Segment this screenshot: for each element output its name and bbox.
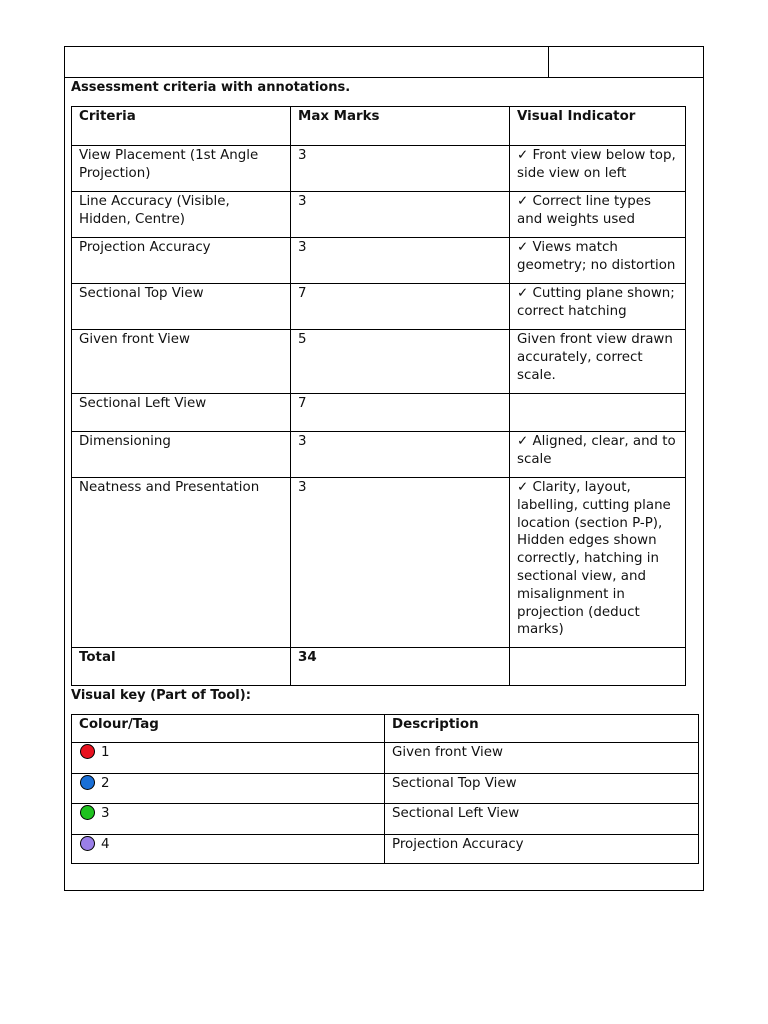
marks-cell: 5 xyxy=(291,330,510,394)
total-label: Total xyxy=(72,648,291,686)
blue-circle-icon xyxy=(80,775,95,790)
tag-cell xyxy=(72,835,385,864)
description-cell: Sectional Left View xyxy=(385,804,699,835)
total-indicator xyxy=(510,648,686,686)
tag-cell xyxy=(72,804,385,835)
table-row xyxy=(72,432,686,478)
marks-cell: 3 xyxy=(291,238,510,284)
header-cell-left xyxy=(65,47,549,77)
description-cell: Sectional Top View xyxy=(385,774,699,804)
green-circle-icon xyxy=(80,805,95,820)
indicator-cell: ✓ Front view below top, side view on left xyxy=(510,146,686,192)
criteria-header: Criteria xyxy=(72,107,291,146)
description-header: Description xyxy=(385,715,699,743)
document-frame xyxy=(64,46,704,891)
table-row xyxy=(72,146,686,192)
criteria-cell: Given front View xyxy=(72,330,291,394)
criteria-cell: Neatness and Presentation xyxy=(72,478,291,648)
criteria-table xyxy=(71,106,686,686)
purple-circle-icon xyxy=(80,836,95,851)
max-marks-header: Max Marks xyxy=(291,107,510,146)
criteria-cell: Sectional Left View xyxy=(72,394,291,432)
red-circle-icon xyxy=(80,744,95,759)
colour-tag-header: Colour/Tag xyxy=(72,715,385,743)
header-row xyxy=(65,47,703,78)
table-row xyxy=(72,238,686,284)
total-marks: 34 xyxy=(291,648,510,686)
table-row xyxy=(72,284,686,330)
criteria-cell: Dimensioning xyxy=(72,432,291,478)
criteria-cell: Line Accuracy (Visible, Hidden, Centre) xyxy=(72,192,291,238)
marks-cell: 3 xyxy=(291,192,510,238)
criteria-cell: View Placement (1st Angle Projection) xyxy=(72,146,291,192)
tag-cell xyxy=(72,774,385,804)
criteria-cell: Projection Accuracy xyxy=(72,238,291,284)
tag-label: 2 xyxy=(101,776,110,791)
key-row xyxy=(72,743,699,774)
indicator-cell: Given front view drawn accurately, correct scale. xyxy=(510,330,686,394)
key-row xyxy=(72,774,699,804)
visual-key-table xyxy=(71,714,699,864)
table-row xyxy=(72,192,686,238)
tag-cell xyxy=(72,743,385,774)
description-cell: Given front View xyxy=(385,743,699,774)
total-row xyxy=(72,648,686,686)
table-row xyxy=(72,478,686,648)
criteria-section-title: Assessment criteria with annotations. xyxy=(71,80,351,95)
header-cell-right xyxy=(549,47,703,77)
marks-cell: 7 xyxy=(291,284,510,330)
visual-indicator-header: Visual Indicator xyxy=(510,107,686,146)
tag-label: 3 xyxy=(101,806,110,821)
indicator-cell: ✓ Cutting plane shown; correct hatching xyxy=(510,284,686,330)
tag-label: 4 xyxy=(101,837,110,852)
description-cell: Projection Accuracy xyxy=(385,835,699,864)
indicator-cell: ✓ Views match geometry; no distortion xyxy=(510,238,686,284)
criteria-header-row xyxy=(72,107,686,146)
indicator-cell xyxy=(510,394,686,432)
key-row xyxy=(72,835,699,864)
visual-key-title: Visual key (Part of Tool): xyxy=(71,688,251,703)
marks-cell: 3 xyxy=(291,146,510,192)
tag-label: 1 xyxy=(101,745,110,760)
marks-cell: 3 xyxy=(291,432,510,478)
marks-cell: 3 xyxy=(291,478,510,648)
indicator-cell: ✓ Clarity, layout, labelling, cutting plane location (section P-P), Hidden edges shown correctly, hatching in sectional view, and misalignment in projection (deduct marks) xyxy=(510,478,686,648)
criteria-cell: Sectional Top View xyxy=(72,284,291,330)
key-header-row xyxy=(72,715,699,743)
table-row xyxy=(72,330,686,394)
table-row xyxy=(72,394,686,432)
indicator-cell: ✓ Aligned, clear, and to scale xyxy=(510,432,686,478)
marks-cell: 7 xyxy=(291,394,510,432)
indicator-cell: ✓ Correct line types and weights used xyxy=(510,192,686,238)
key-row xyxy=(72,804,699,835)
